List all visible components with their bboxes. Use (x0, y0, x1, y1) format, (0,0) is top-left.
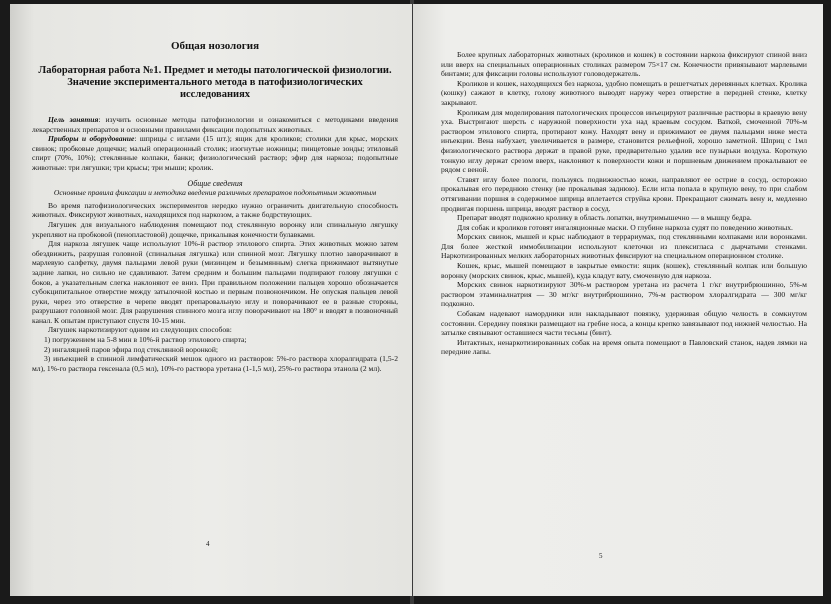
left-page (10, 4, 412, 596)
general-subtitle: Основные правила фиксации и методика введения различных препаратов подопытным животным (53, 188, 377, 198)
lab-title: Лабораторная работа №1. Предмет и методы патологической физиологии. Значение экспериментального метода в патофизиологических исследованиях (38, 65, 392, 100)
section-title: Общая нозология (170, 40, 260, 52)
list-item: 1) погружением на 5-8 мин в 10%-й раствор этилового спирта; (44, 335, 247, 345)
paragraph: Для собак и кроликов готовят ингаляционные маски. О глубине наркоза судят по поведению животных. (457, 222, 793, 232)
equipment-label: Приборы и оборудование (48, 134, 135, 144)
anesthesia-list (32, 335, 398, 373)
general-title: Общие сведения (187, 178, 243, 188)
goal-text: : изучить основные методы патофизиологии и ознакомиться с методиками введения лекарственных препаратов и основными правилами фиксации подопытных животных. (32, 115, 398, 134)
paragraph-4: Лягушек наркотизируют одним из следующих способов: (48, 325, 232, 335)
goal-paragraph (32, 115, 398, 134)
page-number: 5 (599, 552, 603, 560)
paragraph-2: Лягушек для визуального наблюдения помещают под стеклянную воронку или спинальную лягушку укрепляют на пробковой (пенопластовой) дощечке, прикалывая конечности булавками. (32, 219, 398, 239)
paragraph: Ставят иглу более пологи, пользуясь подвижностью кожи, направляют ее острие в сосуд, осторожно прокалывая его переднюю стенку (не прокалывая заднюю). Если игла попала в крупную вену, то при слабом оттягивании поршня в содержимое шприца вплетается струйка крови. Прекращают сжимать вену и, медленно продвигая поршень шприца, вводят раствор в сосуд. (441, 174, 807, 213)
left-page-content (32, 40, 398, 373)
paragraph: Собакам надевают намордники или накладывают повязку, удерживая общую челюсть в сомкнутом состоянии. Середину повязки размещают на гребне носа, а концы крепко завязывают под нижней челюстью. На затылке связывают оставшиеся части тесьмы (бинт). (441, 309, 807, 338)
right-page-content (441, 50, 807, 357)
paragraph: Морских свинок, мышей и крыс наблюдают в террариумах, под стеклянными колпаками или воронками. Для более жесткой иммобилизации используют клеточки из плексигласа с дырчатыми стенками. Наркотизированных мелких лабораторных животных фиксируют на специальном операционном столике. (441, 232, 807, 261)
equipment-paragraph (32, 134, 398, 172)
paragraph: Кошек, крыс, мышей помещают в закрытые емкости: ящик (кошек), стеклянный колпак или большую воронку (морских свинок, крыс, мышей), куда кладут вату, смоченную для наркоза. (441, 261, 807, 280)
list-item: 2) ингаляцией паров эфира под стеклянной воронкой; (44, 344, 219, 354)
paragraph-1: Во время патофизиологических экспериментов нередко нужно ограничить двигательную способность животных. Фиксируют животных, находящихся под наркозом, а также бодрствующих. (32, 200, 398, 220)
goal-label: Цель занятия (48, 115, 99, 124)
paragraph-3: Для наркоза лягушек чаще используют 10%-й раствор этилового спирта. Этих животных можно затем обездвижить, разрушая головной (спинальная лягушка) или спинной мозг. Лягушку плотно заворачивают в марлевую салфетку, двумя пальцами левой руки (мизинцем и безымянным) слегка прижимают вытянутые задние лапки, но сильно не сдавливают. Затем средним и большим пальцами подпирают голову лягушки с боков, а указательным слегка наклоняют ее вниз. При правильном положении пальцев хорошо обозначается субокципитальное отверстие между затылочной костью и первым позвонончиком. Не опуская пальцев левой руки, через это отверстие в черепе вводят препаровальную иглу и поворачивают ее в разные стороны, разрушают головной мозг. Для разрушения спинного мозга иглу поворачивают на 180° и вводят в позвоночный канал. К опытам приступают спустя 10-15 мин. (32, 239, 398, 325)
paragraph: Кроликам для моделирования патологических процессов инъецируют различные растворы в краевую вену уха. Выстригают шерсть с наружной поверхности уха над краевым сосудом. Ваткой, смоченной 70%-м раствором этилового спирта, протирают кожу. Находят вену и прижимают ее двумя пальцами ниже места инъекции. Вена набухает, увеличивается в размере, становится рельефной, хорошо заметной. Шприц с 1мл физиологического раствора держат в правой руке, предварительно удалив все пузырьки воздуха. Короткую тонкую иглу держат срезом вверх, наклоняют к поверхности кожи и поршневым движением прокалывают ее рядом с веной. (441, 107, 807, 175)
page-number: 4 (206, 540, 210, 548)
paragraph: Более крупных лабораторных животных (кроликов и кошек) в состоянии наркоза фиксируют спиной вниз или вверх на специальных операционных столиках размером 75×17 см. Конечности привязывают марлевыми бинтами; для фиксации головы используют головодержатель. (441, 50, 807, 79)
paragraph: Препарат вводят подкожно кролику в область лопатки, внутримышечно — в мышцу бедра. (457, 213, 752, 223)
paragraph: Кроликов и кошек, находящихся без наркоза, удобно помещать в решетчатых деревянных клетках. Кролика (кошку) сажают в клетку, голову животного выводят наружу через отверстие в передней стенке, клетку закрывают. (441, 78, 807, 107)
list-item: 3) инъекцией в спинной лимфатический мешок одного из растворов: 5%-го раствора хлоралгидрата (1,5-2 мл), 1%-го раствора гексенала (0,5 мл), 10%-го раствора уретана (1-1,5 мл), 25%-го раствора этанола (2 мл). (32, 354, 398, 373)
paragraph: Интактных, ненаркотизированных собак на время опыта помещают в Павловский станок, надев лямки на передние лапы. (441, 337, 807, 357)
equipment-text: : шприцы с иглами (15 шт.); ящик для кроликов; столики для крыс, морских свинок; пробковые дощечки; малый операционный столик; изогнутые ножницы; пинцетовые зонды; этиловый спирт (70%, 10%); стеклянные колпаки, банки; физиологический раствор; эфир для наркоза; подопытные животные: три лягушки; три крысы; три мыши; кролик. (32, 134, 399, 172)
paragraph: Морских свинок наркотизируют 30%-м раствором уретана из расчета 1 г/кг внутрибрюшинно, 5%-м раствором этаминалнатрия — 30 мг/кг внутрибрюшинно, 7%-м раствором хлоралгидрата — 300 мг/кг подкожно. (441, 280, 807, 309)
right-page (413, 4, 823, 596)
